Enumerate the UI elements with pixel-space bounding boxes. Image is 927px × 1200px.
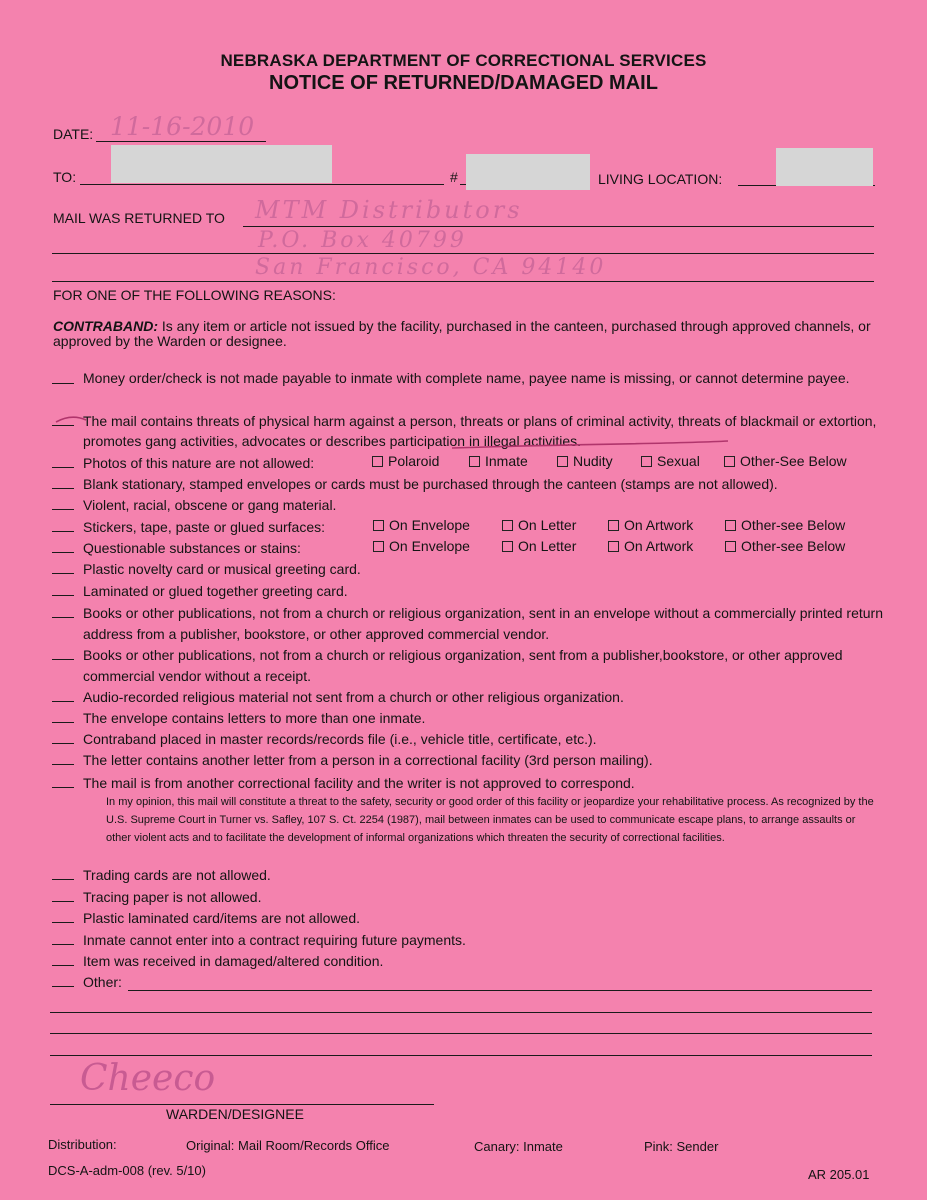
reason-item[interactable] (52, 559, 882, 580)
checkbox-icon[interactable] (724, 456, 735, 467)
other-line-1[interactable] (128, 990, 872, 991)
checkbox-icon[interactable] (469, 456, 480, 467)
reason-item[interactable] (52, 581, 882, 602)
form-title: NOTICE OF RETURNED/DAMAGED MAIL (269, 72, 658, 94)
reason-blank[interactable] (52, 912, 74, 923)
reason-item[interactable] (52, 369, 882, 390)
reason-text: Laminated or glued together greeting card. (83, 583, 348, 599)
reason-item[interactable] (52, 687, 882, 708)
reason-text: Plastic laminated card/items are not allowed. (83, 910, 361, 926)
reason-blank[interactable] (52, 542, 74, 553)
reason-item[interactable] (52, 495, 882, 516)
reason-item[interactable] (52, 865, 882, 886)
reason-blank[interactable] (52, 373, 74, 384)
checkbox-icon[interactable] (557, 456, 568, 467)
reason-text: Trading cards are not allowed. (83, 867, 271, 883)
reason-text: Audio-recorded religious material not sent from a church or other religious organization. (83, 689, 624, 705)
checkbox-icon[interactable] (502, 520, 513, 531)
reason-text: Stickers, tape, paste or glued surfaces: (83, 519, 326, 535)
date-value[interactable]: 11-16-2010 (110, 112, 255, 141)
reason-item[interactable] (52, 887, 882, 908)
reason-text: The envelope contains letters to more than one inmate. (83, 710, 426, 726)
reason-blank[interactable] (52, 976, 74, 987)
date-label: DATE: (53, 126, 94, 142)
distribution-pink: Pink: Sender (644, 1139, 719, 1154)
contraband-definition (53, 319, 879, 349)
reason-blank[interactable] (52, 607, 74, 618)
option-nudity[interactable]: Nudity (557, 453, 613, 469)
reason-text: The mail contains threats of physical harm against a person, threats or plans of criminal activity, threats of blackmail or extortion, promotes gang activities, advocates or describes participation in illegal activities. (83, 413, 877, 449)
returned-to-line-1 (243, 226, 874, 227)
option-polaroid[interactable]: Polaroid (372, 453, 439, 469)
reason-item[interactable] (52, 908, 882, 929)
number-redaction (466, 154, 590, 190)
reasons-label: FOR ONE OF THE FOLLOWING REASONS: (53, 287, 336, 303)
handwritten-underline (52, 408, 752, 458)
reason-text: Books or other publications, not from a church or religious organization, sent in an envelope without a commercially printed return address from a publisher, bookstore, or other approved commercial vendor. (83, 605, 883, 642)
reason-blank[interactable] (52, 777, 74, 788)
contraband-term: CONTRABAND: (53, 318, 158, 334)
number-label: # (450, 169, 458, 185)
reason-blank[interactable] (52, 457, 74, 468)
reason-text: Item was received in damaged/altered condition. (83, 953, 384, 969)
returned-to-handwriting-2[interactable]: P.O. Box 40799 (258, 228, 467, 253)
reason-text: Blank stationary, stamped envelopes or cards must be purchased through the canteen (stamps are not allowed). (83, 476, 778, 492)
other-line-4[interactable] (50, 1055, 872, 1056)
checkbox-icon[interactable] (373, 520, 384, 531)
warden-signature[interactable]: Cheeco (80, 1058, 216, 1099)
returned-to-line-3 (52, 281, 874, 282)
reason-item[interactable] (52, 951, 882, 972)
option-other[interactable]: Other-see Below (725, 517, 845, 533)
reason-item[interactable] (52, 773, 882, 794)
option-other[interactable]: Other-see Below (725, 538, 845, 554)
living-location-label: LIVING LOCATION: (598, 171, 723, 187)
option-on-envelope[interactable]: On Envelope (373, 538, 470, 554)
option-on-letter[interactable]: On Letter (502, 517, 576, 533)
reason-blank[interactable] (52, 521, 74, 532)
living-location-redaction (776, 148, 873, 186)
ar-number: AR 205.01 (808, 1167, 870, 1182)
option-inmate[interactable]: Inmate (469, 453, 528, 469)
agency-heading: NEBRASKA DEPARTMENT OF CORRECTIONAL SERVICES (220, 51, 707, 70)
option-on-letter[interactable]: On Letter (502, 538, 576, 554)
reason-blank[interactable] (52, 754, 74, 765)
option-on-artwork[interactable]: On Artwork (608, 517, 693, 533)
reason-blank[interactable] (52, 585, 74, 596)
returned-to-handwriting-1[interactable]: MTM Distributors (255, 196, 523, 224)
option-on-artwork[interactable]: On Artwork (608, 538, 693, 554)
returned-to-label: MAIL WAS RETURNED TO (53, 210, 225, 226)
other-line-2[interactable] (50, 1012, 872, 1013)
reason-item[interactable] (52, 645, 882, 684)
reason-blank[interactable] (52, 563, 74, 574)
reason-blank[interactable] (52, 649, 74, 660)
reason-item[interactable] (52, 750, 882, 771)
reason-item[interactable] (52, 729, 882, 750)
option-sexual[interactable]: Sexual (641, 453, 700, 469)
distribution-label: Distribution: (48, 1137, 117, 1152)
reason-text: The letter contains another letter from a person in a correctional facility (3rd person mailing). (83, 752, 653, 768)
to-label: TO: (53, 169, 77, 185)
form-number: DCS-A-adm-008 (rev. 5/10) (48, 1163, 206, 1178)
reason-text: Questionable substances or stains: (83, 540, 301, 556)
reason-blank[interactable] (52, 934, 74, 945)
reason-blank[interactable] (52, 691, 74, 702)
checkbox-icon[interactable] (725, 541, 736, 552)
checkbox-icon[interactable] (372, 456, 383, 467)
reason-text: Violent, racial, obscene or gang material. (83, 497, 337, 513)
checkbox-icon[interactable] (502, 541, 513, 552)
reason-blank[interactable] (52, 733, 74, 744)
reason-blank[interactable] (52, 891, 74, 902)
to-line (80, 184, 444, 185)
reason-item[interactable] (52, 474, 882, 495)
reason-blank[interactable] (52, 478, 74, 489)
reason-text: Money order/check is not made payable to inmate with complete name, payee name is missing, or cannot determine payee. (83, 370, 850, 386)
reason-blank[interactable] (52, 499, 74, 510)
option-other[interactable]: Other-See Below (724, 453, 847, 469)
correctional-note: In my opinion, this mail will constitute a threat to the safety, security or good order of this facility or jeopardize your rehabilitative process. As recognized by the U.S. Supreme Court in Turner vs. Safley, 107 S. Ct. 2254 (1987), mail between inmates can be used to communicate escape plans, to arrange assaults or other violent acts and to facilitate the development of informal organizations which threaten the security of correctional facilities. (106, 796, 874, 844)
checkbox-icon[interactable] (608, 520, 619, 531)
reason-text: Photos of this nature are not allowed: (83, 455, 315, 471)
returned-to-line-2 (52, 253, 874, 254)
other-line-3[interactable] (50, 1033, 872, 1034)
checkbox-icon[interactable] (725, 520, 736, 531)
warden-designee-label: WARDEN/DESIGNEE (166, 1106, 304, 1122)
reason-item[interactable] (52, 603, 883, 642)
reason-blank[interactable] (52, 869, 74, 880)
checkbox-icon[interactable] (608, 541, 619, 552)
checkbox-icon[interactable] (373, 541, 384, 552)
contraband-text: Is any item or article not issued by the facility, purchased in the canteen, purchased through approved channels, or approved by the Warden or designee. (53, 318, 871, 349)
reason-text: Inmate cannot enter into a contract requiring future payments. (83, 932, 466, 948)
reason-text: Other: (83, 974, 122, 990)
date-line (96, 141, 266, 142)
checkbox-icon[interactable] (641, 456, 652, 467)
signature-line (50, 1104, 434, 1105)
reason-text: Plastic novelty card or musical greeting card. (83, 561, 361, 577)
distribution-original: Original: Mail Room/Records Office (186, 1138, 390, 1153)
reason-item[interactable] (52, 930, 882, 951)
reason-text: Books or other publications, not from a church or religious organization, sent from a publisher,bookstore, or other approved commercial vendor without a receipt. (83, 647, 843, 684)
reason-blank[interactable] (52, 955, 74, 966)
reason-text: Tracing paper is not allowed. (83, 889, 262, 905)
reason-text: The mail is from another correctional facility and the writer is not approved to correspond. (83, 775, 635, 791)
reason-blank[interactable] (52, 712, 74, 723)
reason-text: Contraband placed in master records/records file (i.e., vehicle title, certificate, etc.). (83, 731, 597, 747)
to-redaction (111, 145, 332, 183)
returned-to-handwriting-3[interactable]: San Francisco, CA 94140 (255, 255, 607, 280)
reason-item[interactable] (52, 708, 882, 729)
option-on-envelope[interactable]: On Envelope (373, 517, 470, 533)
distribution-canary: Canary: Inmate (474, 1139, 563, 1154)
